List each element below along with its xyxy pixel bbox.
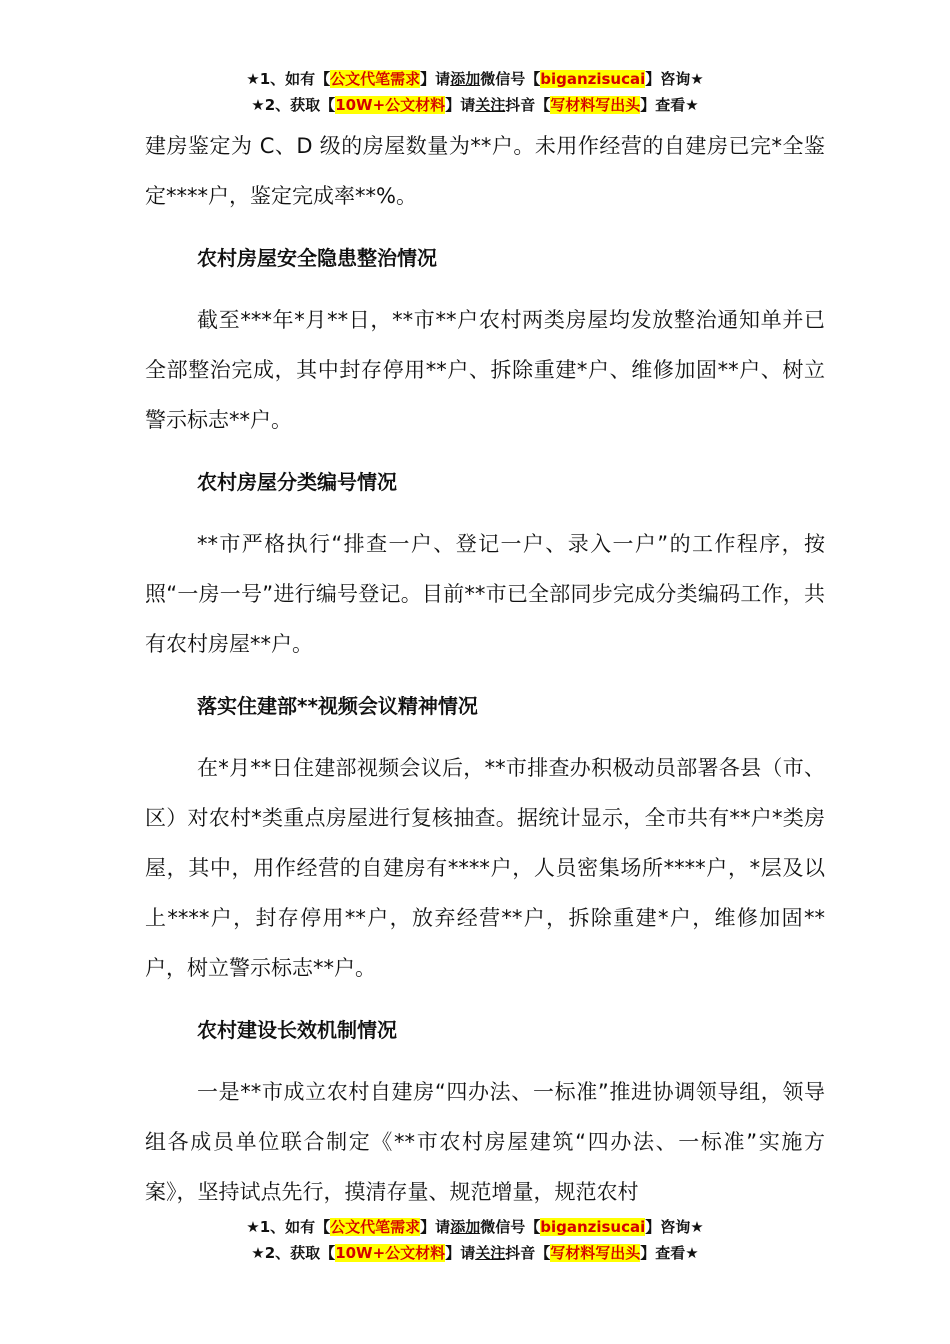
banner-text: 微信号【 xyxy=(480,70,541,88)
bottom-banner xyxy=(0,1214,950,1266)
banner-highlight: 10W+公文材料 xyxy=(335,96,446,114)
banner-highlight-wechat: biganzisucai xyxy=(540,1218,646,1236)
paragraph: 建房鉴定为 C、D 级的房屋数量为**户。未用作经营的自建房已完*全鉴定****户，鉴定完成率**%。 xyxy=(145,134,825,208)
banner-text: 抖音【 xyxy=(505,96,551,114)
banner-highlight: 公文代笔需求 xyxy=(330,70,421,88)
document-body xyxy=(145,121,825,1217)
banner-text: ★2、获取【 xyxy=(251,96,336,114)
banner-text: 】咨询★ xyxy=(645,70,704,88)
banner-line-2 xyxy=(0,1240,950,1266)
banner-highlight: 公文代笔需求 xyxy=(330,1218,421,1236)
banner-underline: 关注 xyxy=(475,96,506,114)
section-heading: 农村建设长效机制情况 xyxy=(197,1018,397,1042)
banner-text: ★2、获取【 xyxy=(251,1244,336,1262)
paragraph: 一是**市成立农村自建房“四办法、一标准”推进协调领导组，领导组各成员单位联合制定《**市农村房屋建筑“四办法、一标准”实施方案》，坚持试点先行，摸清存量、规范增量，规范农村 xyxy=(145,1080,825,1204)
paragraph: 截至***年*月**日，**市**户农村两类房屋均发放整治通知单并已全部整治完成，其中封存停用**户、拆除重建*户、维修加固**户、树立警示标志**户。 xyxy=(145,308,825,432)
paragraph: **市严格执行“排查一户、登记一户、录入一户”的工作程序，按照“一房一号”进行编号登记。目前**市已全部同步完成分类编码工作，共有农村房屋**户。 xyxy=(145,532,825,656)
banner-line-1 xyxy=(0,1214,950,1240)
banner-text: 】咨询★ xyxy=(645,1218,704,1236)
banner-line-1 xyxy=(0,66,950,92)
banner-underline: 添加 xyxy=(450,1218,481,1236)
banner-highlight-douyin: 写材料写出头 xyxy=(550,1244,641,1262)
banner-underline: 添加 xyxy=(450,70,481,88)
section-heading: 落实住建部**视频会议精神情况 xyxy=(197,694,478,718)
banner-text: 】请 xyxy=(420,70,451,88)
banner-text: 】查看★ xyxy=(640,1244,699,1262)
banner-text: 】请 xyxy=(420,1218,451,1236)
banner-text: ★1、如有【 xyxy=(246,70,331,88)
section-heading: 农村房屋安全隐患整治情况 xyxy=(197,246,437,270)
banner-text: 】请 xyxy=(445,96,476,114)
banner-text: 】查看★ xyxy=(640,96,699,114)
banner-text: ★1、如有【 xyxy=(246,1218,331,1236)
section-heading: 农村房屋分类编号情况 xyxy=(197,470,397,494)
banner-line-2 xyxy=(0,92,950,118)
top-banner xyxy=(0,66,950,118)
banner-text: 】请 xyxy=(445,1244,476,1262)
banner-text: 抖音【 xyxy=(505,1244,551,1262)
banner-underline: 关注 xyxy=(475,1244,506,1262)
banner-text: 微信号【 xyxy=(480,1218,541,1236)
banner-highlight-wechat: biganzisucai xyxy=(540,70,646,88)
banner-highlight: 10W+公文材料 xyxy=(335,1244,446,1262)
paragraph: 在*月**日住建部视频会议后，**市排查办积极动员部署各县（市、区）对农村*类重点房屋进行复核抽查。据统计显示，全市共有**户*类房屋，其中，用作经营的自建房有****户，人员密集场所****户，*层及以上****户，封存停用**户，放弃经营**户，拆除重建*户，维修加固**户，树立警示标志**户。 xyxy=(145,756,825,980)
banner-highlight-douyin: 写材料写出头 xyxy=(550,96,641,114)
